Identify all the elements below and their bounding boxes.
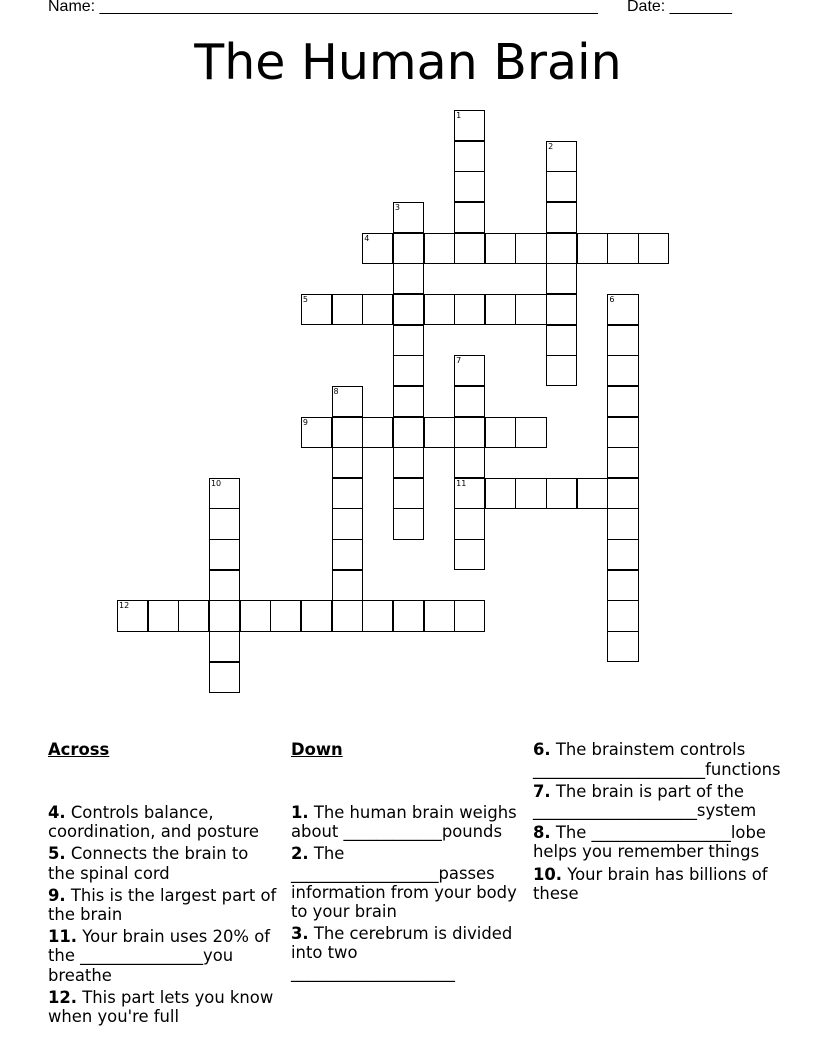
grid-cell[interactable] [332, 447, 363, 478]
clue-number: 1 [456, 111, 462, 120]
across-clue [48, 988, 280, 1026]
grid-cell[interactable] [209, 508, 240, 539]
grid-cell[interactable] [362, 294, 393, 325]
grid-cell[interactable] [454, 386, 485, 417]
grid-cell[interactable] [454, 141, 485, 172]
grid-cell[interactable] [332, 539, 363, 570]
grid-cell[interactable] [454, 478, 485, 509]
grid-cell[interactable] [454, 233, 485, 264]
grid-cell[interactable] [301, 294, 332, 325]
clue-number: 10. [533, 864, 563, 884]
across-clues [48, 702, 280, 1048]
grid-cell[interactable] [454, 447, 485, 478]
grid-cell[interactable] [332, 570, 363, 601]
grid-cell[interactable] [607, 508, 638, 539]
grid-cell[interactable] [515, 478, 546, 509]
clue-text: The brain is part of the ____________________system [533, 781, 757, 821]
down-clue [291, 803, 523, 841]
clue-number: 2. [291, 844, 309, 864]
grid-cell[interactable] [607, 325, 638, 356]
clue-text: This part lets you know when you're full [48, 987, 279, 1027]
grid-cell[interactable] [607, 355, 638, 386]
grid-cell[interactable] [515, 233, 546, 264]
grid-cell[interactable] [332, 600, 363, 631]
clue-number: 6. [533, 740, 551, 760]
clue-number: 11. [48, 927, 78, 947]
grid-cell[interactable] [454, 294, 485, 325]
grid-cell[interactable] [546, 294, 577, 325]
down-clue [533, 823, 772, 862]
grid-cell[interactable] [209, 662, 240, 693]
grid-cell[interactable] [546, 141, 577, 172]
grid-cell[interactable] [362, 600, 393, 631]
grid-cell[interactable] [393, 263, 424, 294]
clue-number: 9. [48, 885, 66, 905]
clue-number: 8 [333, 386, 339, 396]
across-clue [48, 844, 280, 882]
grid-cell[interactable] [393, 600, 424, 631]
grid-cell[interactable] [607, 386, 638, 417]
grid-cell[interactable] [393, 325, 424, 356]
grid-cell[interactable] [393, 386, 424, 417]
grid-cell[interactable] [117, 600, 148, 631]
date-field[interactable]: Date: _______ [627, 0, 732, 15]
grid-cell[interactable] [332, 294, 363, 325]
clue-text: The _________________lobe helps you remember things [533, 823, 772, 862]
down-heading: Down [291, 740, 343, 760]
down-clues-continued [533, 702, 781, 925]
grid-cell[interactable] [424, 294, 455, 325]
grid-cell[interactable] [209, 631, 240, 662]
grid-cell[interactable] [607, 600, 638, 631]
grid-cell[interactable] [301, 417, 332, 448]
across-clue [48, 803, 280, 841]
grid-cell[interactable] [178, 600, 209, 631]
clue-number: 4 [364, 233, 370, 243]
grid-cell[interactable] [485, 294, 516, 325]
clue-text: The human brain weighs about ____________pounds [291, 803, 522, 842]
grid-cell[interactable] [393, 508, 424, 539]
clue-number: 2 [548, 141, 554, 151]
grid-cell[interactable] [393, 447, 424, 478]
clue-number: 4. [48, 803, 66, 823]
clue-number: 1. [291, 803, 309, 823]
grid-cell[interactable] [546, 325, 577, 356]
grid-cell[interactable] [393, 478, 424, 509]
grid-cell[interactable] [577, 478, 608, 509]
grid-cell[interactable] [454, 355, 485, 386]
grid-cell[interactable] [332, 508, 363, 539]
grid-cell[interactable] [546, 171, 577, 202]
grid-cell[interactable] [393, 233, 424, 264]
grid-cell[interactable] [577, 233, 608, 264]
grid-cell[interactable] [607, 478, 638, 509]
clue-number: 3. [291, 924, 309, 944]
grid-cell[interactable] [515, 417, 546, 448]
grid-cell[interactable] [424, 233, 455, 264]
clue-text: Connects the brain to the spinal cord [48, 844, 254, 883]
grid-cell[interactable] [209, 539, 240, 570]
clue-text: Controls balance, coordination, and posture [48, 803, 260, 842]
grid-cell[interactable] [209, 570, 240, 601]
down-clue [291, 924, 523, 982]
clue-number: 11 [456, 478, 467, 488]
grid-cell[interactable] [270, 600, 301, 631]
grid-cell[interactable] [485, 233, 516, 264]
grid-cell[interactable] [332, 386, 363, 417]
grid-cell[interactable] [362, 233, 393, 264]
clue-number: 12 [119, 601, 130, 611]
grid-cell[interactable] [607, 570, 638, 601]
down-clue [533, 782, 768, 820]
clue-text: The cerebrum is divided into two ____________________ [291, 924, 518, 982]
grid-cell[interactable] [607, 233, 638, 264]
across-heading: Across [48, 740, 110, 760]
grid-cell[interactable] [362, 417, 393, 448]
grid-cell[interactable] [332, 417, 363, 448]
grid-cell[interactable] [240, 600, 271, 631]
grid-cell[interactable] [546, 355, 577, 386]
clue-number: 7 [456, 356, 462, 366]
grid-cell[interactable] [454, 171, 485, 202]
grid-cell[interactable] [485, 478, 516, 509]
grid-cell[interactable] [454, 508, 485, 539]
grid-cell[interactable] [424, 600, 455, 631]
across-clue [48, 886, 280, 924]
grid-cell[interactable] [332, 478, 363, 509]
grid-cell[interactable] [515, 294, 546, 325]
grid-cell[interactable] [607, 294, 638, 325]
grid-cell[interactable] [393, 417, 424, 448]
clue-number: 9 [302, 417, 308, 427]
clue-text: The __________________passes information from your body to your brain [291, 844, 522, 922]
grid-cell[interactable] [546, 263, 577, 294]
page-title: The Human Brain [194, 34, 622, 91]
clue-number: 3 [394, 202, 400, 212]
grid-cell[interactable] [148, 600, 179, 631]
clue-text: This is the largest part of the brain [48, 885, 282, 925]
grid-cell[interactable] [393, 294, 424, 325]
grid-cell[interactable] [546, 233, 577, 264]
name-field[interactable]: Name: ________________________________________________________ [48, 0, 598, 15]
across-clue [48, 927, 280, 985]
grid-cell[interactable] [546, 202, 577, 233]
grid-cell[interactable] [454, 417, 485, 448]
clue-number: 12. [48, 987, 78, 1007]
grid-cell[interactable] [638, 233, 669, 264]
clue-number: 5. [48, 844, 66, 864]
grid-cell[interactable] [393, 202, 424, 233]
clue-text: Your brain has billions of these [533, 864, 773, 903]
down-clue [533, 864, 773, 903]
down-clue [291, 844, 523, 921]
grid-cell[interactable] [209, 600, 240, 631]
grid-cell[interactable] [607, 417, 638, 448]
grid-cell[interactable] [485, 417, 516, 448]
grid-cell[interactable] [393, 355, 424, 386]
grid-cell[interactable] [454, 202, 485, 233]
grid-cell[interactable] [209, 478, 240, 509]
grid-cell[interactable] [607, 539, 638, 570]
grid-cell[interactable] [546, 478, 577, 509]
grid-cell[interactable] [454, 110, 485, 141]
clue-text: Your brain uses 20% of the _______________you breathe [48, 927, 276, 985]
clue-number: 10 [210, 478, 222, 488]
grid-cell[interactable] [301, 600, 332, 631]
grid-cell[interactable] [607, 447, 638, 478]
grid-cell[interactable] [454, 600, 485, 631]
clue-text: The brainstem controls _____________________functions [533, 740, 781, 779]
down-clue [533, 740, 781, 779]
grid-cell[interactable] [454, 539, 485, 570]
grid-cell[interactable] [607, 631, 638, 662]
clue-number: 6 [609, 294, 615, 304]
clue-number: 8. [533, 823, 551, 843]
clue-number: 5 [302, 294, 308, 304]
down-clues [291, 702, 523, 1004]
grid-cell[interactable] [424, 417, 455, 448]
clue-number: 7. [533, 781, 551, 801]
